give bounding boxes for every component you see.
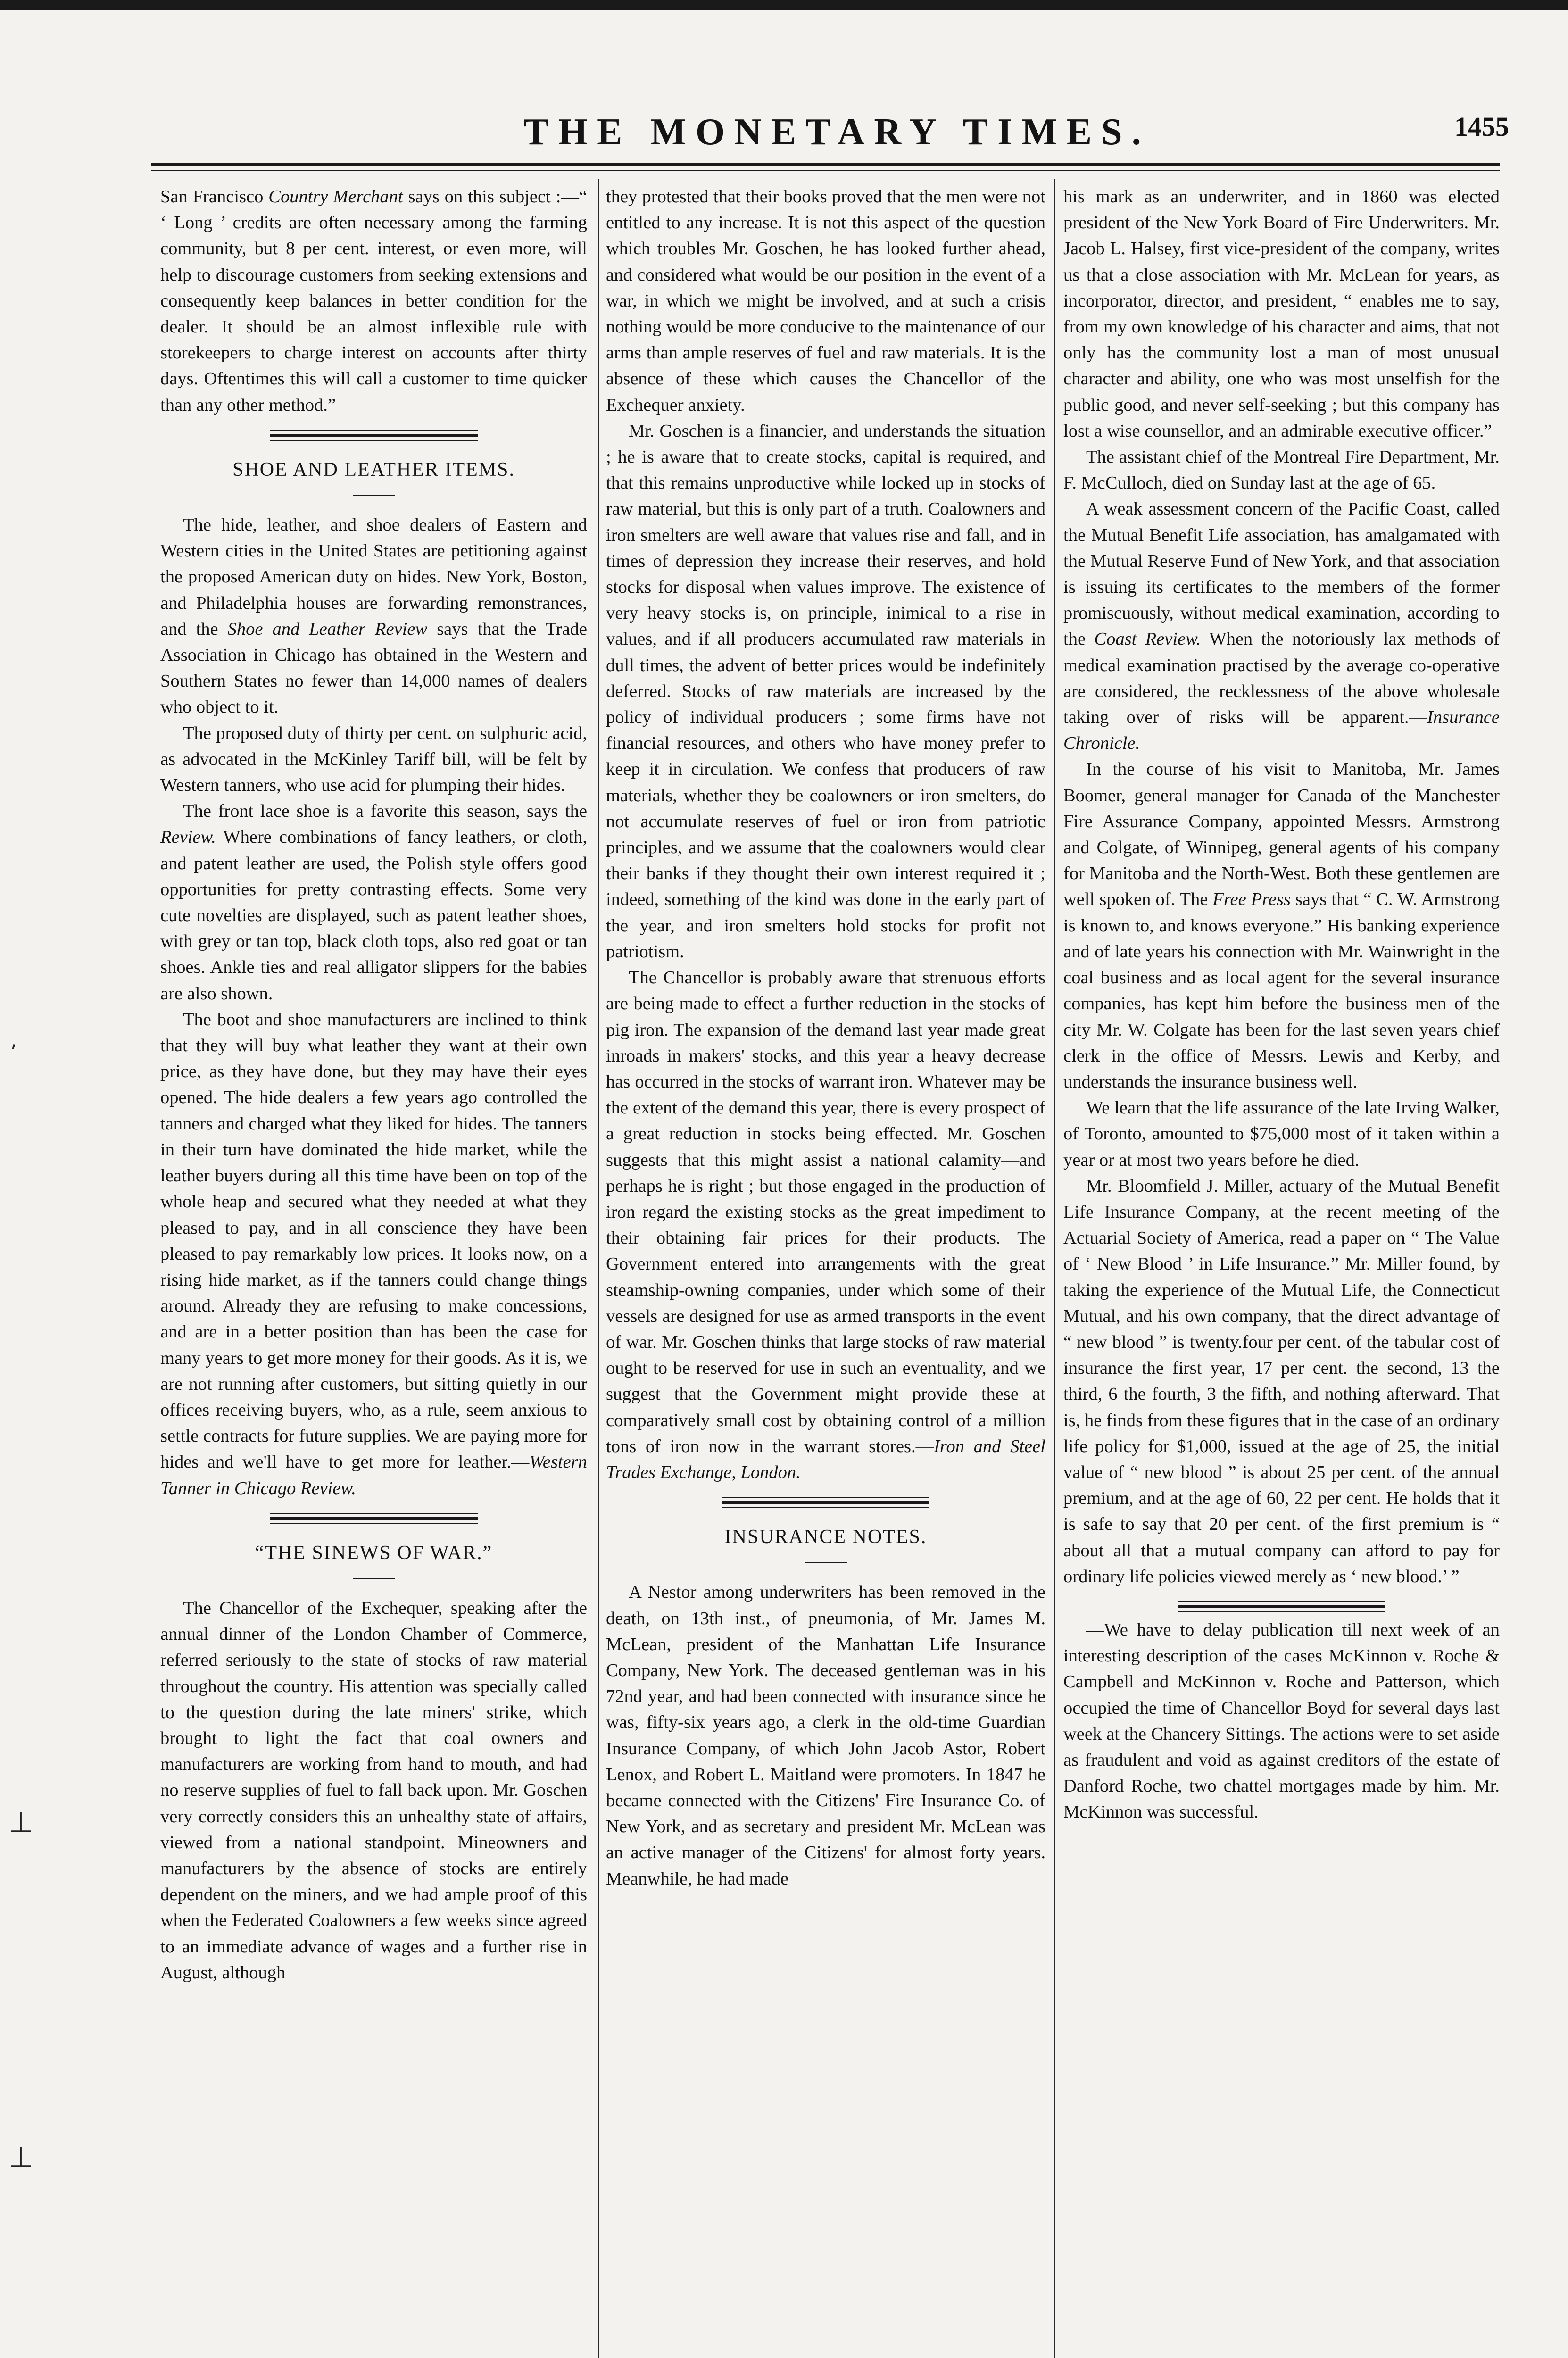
article-paragraph: The front lace shoe is a favorite this season, says the Review. Where combinations of fancy leathers, or cloth, and patent leather are used, the Polish style offers good opportunities for pretty contrasting effects. Some very cute novelties are displayed, such as patent leather shoes, with grey or tan top, black cloth tops, also red goat or tan shoes. Ankle ties and real alligator slippers for the babies are also shown. bbox=[160, 801, 587, 1004]
header-rule-thin bbox=[151, 170, 1500, 171]
section-separator bbox=[1178, 1601, 1385, 1612]
column-3 bbox=[1063, 184, 1500, 2349]
article-paragraph: In the course of his visit to Manitoba, Mr. James Boomer, general manager for Canada of the Manchester Fire Assurance Company, appointed Messrs. Armstrong and Colgate, of Winnipeg, general agents of his company for Manitoba and the North-West. Both these gentlemen are well spoken of. The Free Press says that “ C. W. Armstrong is known to, and knows everyone.” His banking experience and of late years his connection with Mr. Wainwright in the coal business and as local agent for the several insurance companies, has kept him before the business men of the city Mr. W. Colgate has been for the last seven years chief clerk in the office of Messrs. Lewis and Kerby, and understands the insurance business well. bbox=[1063, 759, 1500, 1092]
article-paragraph: The Chancellor of the Exchequer, speaking after the annual dinner of the London Chamber of Commerce, referred seriously to the state of stocks of raw material throughout the country. His attention was specially called to the question during the late miners' strike, which brought to light the fact that coal owners and manufacturers are working from hand to mouth, and had no reserve supplies of fuel to fall back upon. Mr. Goschen very correctly considers this an unhealthy state of affairs, viewed from a national standpoint. Mineowners and manufacturers by the absence of stocks are entirely dependent on the miners, and we had ample proof of this when the Federated Coalowners a few weeks since agreed to an immediate advance of wages and a further rise in August, although bbox=[160, 1598, 587, 1983]
margin-mark: , bbox=[10, 1028, 17, 1052]
section-heading-sinews-of-war: “THE SINEWS OF WAR.” bbox=[255, 1542, 493, 1564]
article-paragraph: —We have to delay publication till next week of an interesting description of the cases McKinnon v. Roche & Campbell and McKinnon v. Roche and Patterson, which occupied the time of Chancellor Boyd for several days last week at the Chancery Sittings. The actions were to set aside as fraudulent and void as against creditors of the estate of Danford Roche, two chattel mortgages made by him. Mr. McKinnon was successful. bbox=[1063, 1619, 1500, 1822]
article-paragraph: The assistant chief of the Montreal Fire Department, Mr. F. McCulloch, died on Sunday last at the age of 65. bbox=[1063, 447, 1500, 493]
section-heading-shoe-leather: SHOE AND LEATHER ITEMS. bbox=[232, 458, 515, 481]
header-rule bbox=[151, 163, 1500, 166]
column-1 bbox=[160, 184, 587, 2349]
section-separator bbox=[270, 430, 478, 441]
margin-pin-mark: ⊥ bbox=[8, 2141, 33, 2174]
article-paragraph: We learn that the life assurance of the late Irving Walker, of Toronto, amounted to $75,000 most of it taken within a year or at most two years before he died. bbox=[1063, 1098, 1500, 1170]
section-separator bbox=[270, 1513, 478, 1524]
heading-dash bbox=[353, 495, 395, 496]
article-paragraph: his mark as an underwriter, and in 1860 was elected president of the New York Board of Fire Underwriters. Mr. Jacob L. Halsey, first vice-president of the company, writes us that a close association with Mr. McLean for years, as incorporator, director, and president, “ enables me to say, from my own knowledge of his character and aims, that not only has the community lost a man of most unusual character and ability, one who was most unselfish for the public good, and never self-seeking ; but this company has lost a wise counsellor, and an admirable executive officer.” bbox=[1063, 187, 1500, 441]
heading-dash bbox=[353, 1578, 395, 1579]
article-paragraph: A Nestor among underwriters has been removed in the death, on 13th inst., of pneumonia, of Mr. James M. McLean, president of the Manhattan Life Insurance Company, New York. The deceased gentleman was in his 72nd year, and had been connected with insurance since he was, fifty-six years ago, a clerk in the old-time Guardian Insurance Company, of which John Jacob Astor, Robert Lenox, and Robert L. Maitland were promoters. In 1847 he became connected with the Citizens' Fire Insurance Co. of New York, and as secretary and president Mr. McLean was an active manager of the Citizens' for almost forty years. Meanwhile, he had made bbox=[606, 1582, 1045, 1889]
section-separator bbox=[722, 1497, 929, 1508]
top-border bbox=[0, 0, 1568, 10]
article-paragraph: they protested that their books proved that the men were not entitled to any increase. It is not this aspect of the question which troubles Mr. Goschen, he has looked further ahead, and considered what would be our position in the event of a war, in which we might be involved, and at such a crisis nothing would be more conducive to the maintenance of our arms than ample reserves of fuel and raw materials. It is the absence of these which causes the Chancellor of the Exchequer anxiety. bbox=[606, 187, 1045, 415]
column-rule-left bbox=[598, 179, 599, 2358]
article-paragraph: A weak assessment concern of the Pacific Coast, called the Mutual Benefit Life association, has amalgamated with the Mutual Reserve Fund of New York, and that association is issuing its certificates to the members of the former promiscuously, without medical examination, according to the Coast Review. When the notoriously lax methods of medical examination practised by the average co-operative are considered, the recklessness of the above wholesale taking over of risks will be apparent.—Insurance Chronicle. bbox=[1063, 499, 1500, 754]
page-number: 1455 bbox=[1454, 111, 1509, 142]
article-paragraph: The hide, leather, and shoe dealers of Eastern and Western cities in the United States are petitioning against the proposed American duty on hides. New York, Boston, and Philadelphia houses are forwarding remonstrances, and the Shoe and Leather Review says that the Trade Association in Chicago has obtained in the Western and Southern States no fewer than 14,000 names of dealers who object to it. bbox=[160, 515, 587, 717]
article-paragraph: The Chancellor is probably aware that strenuous efforts are being made to effect a further reduction in the stocks of pig iron. The expansion of the demand last year made great inroads in makers' stocks, and this year a heavy decrease has occurred in the stocks of warrant iron. Whatever may be the extent of the demand this year, there is every prospect of a great reduction in stocks being effected. Mr. Goschen suggests that this might assist a national calamity—and perhaps he is right ; but those engaged in the production of iron regard the existing stocks as the great impediment to their obtaining fair prices for their products. The Government entered into arrangements with the great steamship-owning companies, under which some of their vessels are designed for use as armed transports in the event of war. Mr. Goschen thinks that large stocks of raw material ought to be reserved for use in such an eventuality, and we suggest that the Government might provide these at comparatively small cost by obtaining control of a million tons of iron now in the warrant stores.—Iron and Steel Trades Exchange, London. bbox=[606, 968, 1045, 1482]
intro-paragraph: San Francisco Country Merchant says on this subject :—“ ‘ Long ’ credits are often necessary among the farming community, but 8 per cent. interest, or even more, will help to discourage customers from seeking extensions and consequently keep balances in better condition for the dealer. It should be an almost inflexible rule with storekeepers to charge interest on accounts after thirty days. Oftentimes this will call a customer to time quicker than any other method.” bbox=[160, 187, 587, 415]
article-paragraph: The boot and shoe manufacturers are inclined to think that they will buy what leather they want at their own price, as they have done, but they may have their eyes opened. The hide dealers a few years ago controlled the tanners and charged what they liked for hides. The tanners in their turn have dominated the hide market, while the leather buyers during all this time have been on top of the whole heap and secured what they needed at what they pleased to pay, and in all conscience they have been pleased to pay remarkably low prices. It looks now, on a rising hide market, as if the tanners could change things around. Already they are refusing to make concessions, and are in a better position than has been the case for many years to get more money for their goods. As it is, we are not running after customers, but sitting quietly in our offices receiving buyers, who, as a rule, seem anxious to settle contracts for future supplies. We are paying more for hides and we'll have to get more for leather.—Western Tanner in Chicago Review. bbox=[160, 1009, 587, 1498]
section-heading-insurance-notes: INSURANCE NOTES. bbox=[724, 1526, 927, 1548]
margin-pin-mark: ⊥ bbox=[8, 1806, 33, 1839]
article-paragraph: Mr. Bloomfield J. Miller, actuary of the Mutual Benefit Life Insurance Company, at the recent meeting of the Actuarial Society of America, read a paper on “ The Value of ‘ New Blood ’ in Life Insurance.” Mr. Miller found, by taking the experience of the Mutual Life, the Connecticut Mutual, and his own company, that the direct advantage of “ new blood ” is twenty.four per cent. of the tabular cost of insurance the first year, 17 per cent. the second, 13 the third, 6 the fourth, 3 the fifth, and nothing afterward. That is, he finds from these figures that in the case of an ordinary life policy for $1,000, issued at the age of 25, the initial value of “ new blood ” is about 25 per cent. of the annual premium, and at the age of 60, 22 per cent. He holds that it is safe to say that 20 per cent. of the first premium is “ about all that a mutual company can afford to pay for ordinary life policies viewed merely as ‘ new blood.’ ” bbox=[1063, 1176, 1500, 1586]
column-2 bbox=[606, 184, 1045, 2349]
masthead-title: THE MONETARY TIMES. bbox=[523, 111, 1151, 153]
article-paragraph: The proposed duty of thirty per cent. on sulphuric acid, as advocated in the McKinley Tariff bill, will be felt by Western tanners, who use acid for plumping their hides. bbox=[160, 723, 587, 796]
source-name: Country Merchant bbox=[268, 187, 403, 207]
column-rule-right bbox=[1054, 179, 1055, 2358]
article-paragraph: Mr. Goschen is a financier, and understands the situation ; he is aware that to create stocks, capital is required, and that this remains unproductive while locked up in stocks of raw material, but this is only part of a truth. Coalowners and iron smelters are well aware that values rise and fall, and in times of depression they increase their reserves, and hold stocks for disposal when values improve. The existence of very heavy stocks is, on principle, inimical to a rise in values, and if all producers accumulated raw materials in dull times, the advent of better prices would be indefinitely deferred. Stocks of raw materials are increased by the policy of individual producers ; some firms have not financial resources, and others who have money prefer to keep it in circulation. We confess that producers of raw materials, whether they be coalowners or iron smelters, do not accumulate reserves of fuel or iron from patriotic principles, and we assume that the coalowners would clear their banks if they thought their own interest required it ; indeed, something of the kind was done in the early part of the year, and iron smelters hold stocks for profit not patriotism. bbox=[606, 421, 1045, 962]
heading-dash bbox=[805, 1562, 847, 1563]
